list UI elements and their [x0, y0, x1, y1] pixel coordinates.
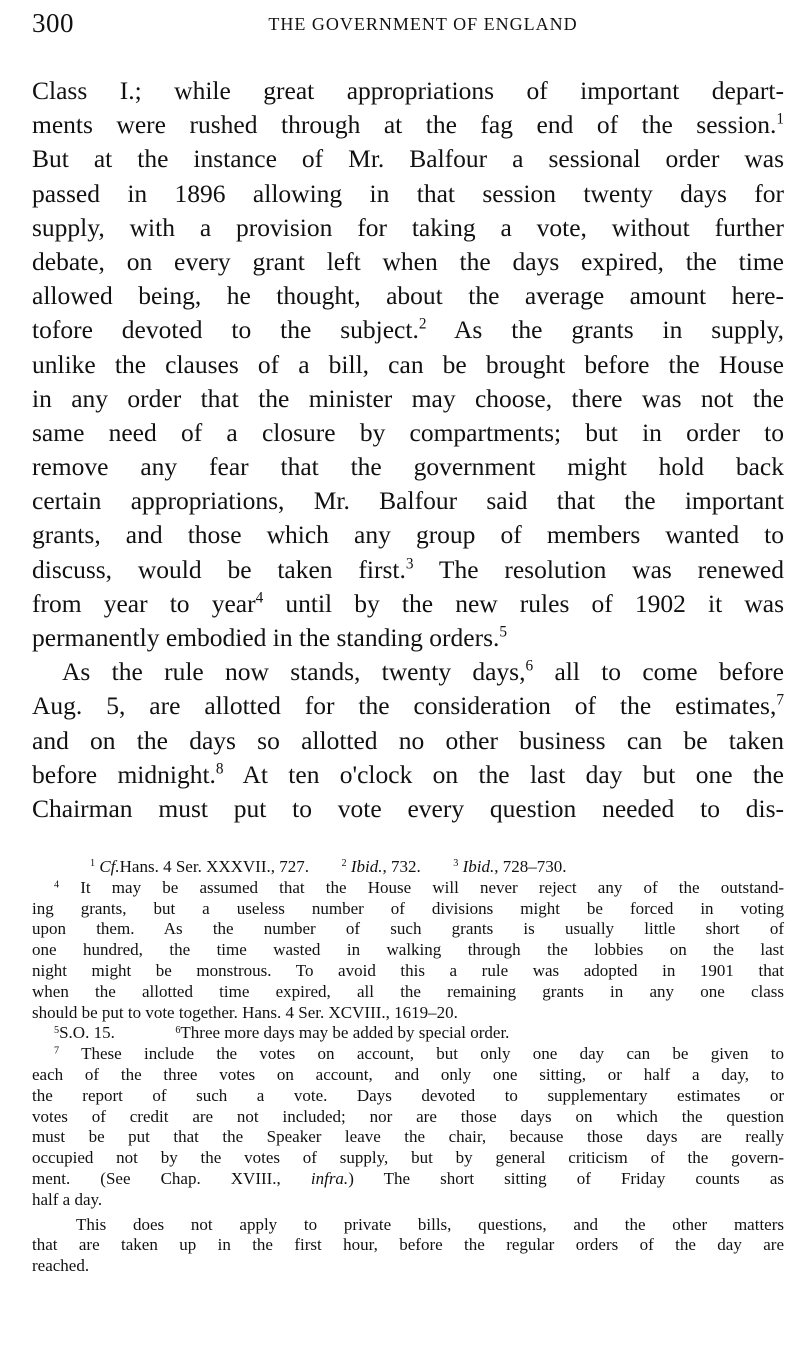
- body-line: But at the instance of Mr. Balfour a sessional order was: [32, 144, 784, 174]
- body-line: grants, and those which any group of members wanted to: [32, 520, 784, 550]
- footnote-3: 3 Ibid., 728–730.: [453, 857, 567, 876]
- body-line: certain appropriations, Mr. Balfour said that the important: [32, 486, 784, 516]
- footnote-ref-1[interactable]: 1: [776, 110, 784, 128]
- footnote-ref-2[interactable]: 2: [418, 315, 427, 333]
- body-line: Aug. 5, are allotted for the consideration of the estimates,$^7$: [32, 691, 784, 721]
- body-line: Chairman must put to vote every question needed to dis-: [32, 793, 784, 823]
- running-head: [32, 8, 784, 42]
- body-line: discuss, would be taken first.$^3$ The resolution was renewed: [32, 554, 784, 584]
- footnote-7-line: occupied not by the votes of supply, but by general criticism of the govern-: [32, 1148, 784, 1168]
- footnote-4-line: night might be monstrous. To avoid this a rule was adopted in 1901 that: [32, 960, 784, 980]
- body-line: remove any fear that the government might hold back: [32, 452, 784, 482]
- body-line: same need of a closure by compartments; but in order to: [32, 417, 784, 447]
- footnote-1: 1 Cf.Hans. 4 Ser. XXXVII., 727.: [90, 857, 309, 876]
- footnote-4-line: upon them. As the number of such grants is usually little short of: [32, 919, 784, 939]
- body-line: before midnight.$^8$ At ten o'clock on the last day but one the: [32, 759, 785, 789]
- body-line: supply, with a provision for taking a vote, without further: [32, 212, 784, 242]
- footnote-4-line: one hundred, the time wasted in walking through the lobbies on the last: [32, 940, 784, 960]
- body-line: and on the days so allotted no other business can be taken: [32, 725, 784, 755]
- footnote-2: 2 Ibid., 732.: [341, 857, 421, 876]
- footnote-7-line: must be put that the Speaker leave the chair, because those days are really: [32, 1127, 784, 1147]
- footnote-7-line: the report of such a vote. Days devoted to supplementary estimates or: [32, 1085, 784, 1105]
- footnote-ref-6[interactable]: 6: [525, 657, 534, 675]
- body-line: allowed being, he thought, about the average amount here-: [32, 281, 784, 311]
- running-title: THE GOVERNMENT OF ENGLAND: [268, 14, 578, 34]
- footnote-8-line: This does not apply to private bills, questions, and the other matters: [76, 1214, 784, 1234]
- body-line: ments were rushed through at the fag end of the session.$^1$: [32, 110, 784, 140]
- footnote-7-line: ment. (See Chap. XVIII., infra.) The short sitting of Friday counts as: [32, 1168, 784, 1188]
- body-line: unlike the clauses of a bill, can be brought before the House: [32, 349, 784, 379]
- footnote-8-line: reached.: [32, 1256, 90, 1276]
- page-number: 300: [32, 8, 74, 38]
- footnotes: [32, 857, 784, 1277]
- body-line: permanently embodied in the standing orders.$^5$: [32, 623, 508, 652]
- body-line: tofore devoted to the subject.$^2$ As the grants in supply,: [32, 315, 785, 345]
- footnote-4-line: $^4$ It may be assumed that the House will never reject any of the outstand-: [54, 877, 784, 897]
- body-line: As the rule now stands, twenty days,$^6$ all to come before: [62, 657, 784, 687]
- footnote-7-line: half a day.: [32, 1189, 103, 1209]
- body-line: debate, on every grant left when the days expired, the time: [32, 246, 784, 276]
- footnotes-5-6: [32, 1023, 784, 1044]
- body-text: [32, 74, 784, 826]
- footnote-7-line: $^7$ These include the votes on account, but only one day can be given to: [54, 1044, 784, 1064]
- footnote-7-line: each of the three votes on account, and only one sitting, or half a day, to: [32, 1064, 784, 1084]
- footnote-ref-8[interactable]: 8: [215, 760, 224, 778]
- footnote-ref-3[interactable]: 3: [405, 555, 414, 573]
- footnotes-1-3: [32, 857, 784, 878]
- footnote-ref-4[interactable]: 4: [255, 589, 264, 607]
- body-line: Class I.; while great appropriations of important depart-: [32, 76, 784, 105]
- footnote-ref-5[interactable]: 5: [499, 623, 508, 641]
- footnote-4-line: when the allotted time expired, all the remaining grants in any one class: [32, 981, 784, 1001]
- body-line: passed in 1896 allowing in that session twenty days for: [32, 178, 784, 208]
- body-line: from year to year$^4$ until by the new rules of 1902 it was: [32, 588, 784, 618]
- footnote-8-line: that are taken up in the first hour, before the regular orders of the day are: [32, 1235, 784, 1255]
- footnote-7-line: votes of credit are not included; nor are those days on which the question: [32, 1106, 784, 1126]
- footnote-4-line: ing grants, but a useless number of divisions might be forced in voting: [32, 898, 784, 918]
- footnote-ref-7[interactable]: 7: [776, 691, 784, 709]
- footnote-5: 5S.O. 15.: [54, 1023, 115, 1043]
- footnote-4-line: should be put to vote together. Hans. 4 Ser. XCVIII., 1619–20.: [32, 1002, 458, 1022]
- footnote-6: 6Three more days may be added by special order.: [175, 1023, 510, 1043]
- body-line: in any order that the minister may choose, there was not the: [32, 383, 784, 413]
